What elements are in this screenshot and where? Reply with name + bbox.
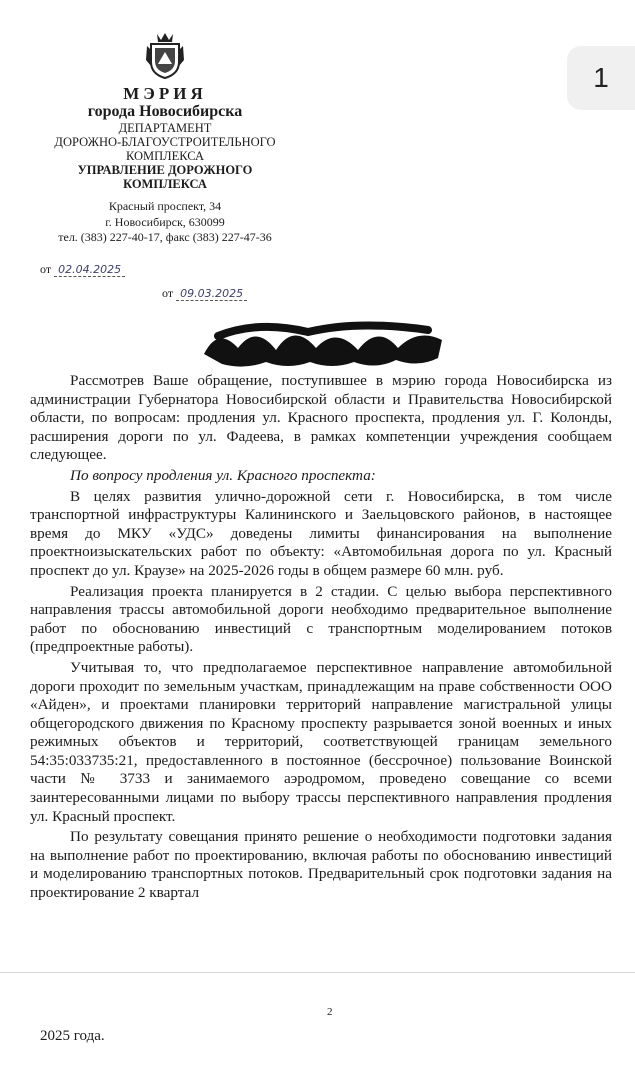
address-block bbox=[30, 199, 300, 246]
section-heading: По вопросу продления ул. Красного проспекта: bbox=[70, 466, 376, 484]
mayor-title: МЭРИЯ bbox=[123, 84, 207, 103]
paragraph: По результату совещания принято решение о необходимости подготовки задания на выполнение работ по проектированию, включая работы по обоснованию инвестиций и моделированию транспортных потоков. Предварительный срок подготовки задания на проектирование 2 квартал bbox=[30, 828, 612, 902]
address-phone: тел. (383) 227-40-17, факс (383) 227-47-36 bbox=[58, 230, 272, 245]
reference-date-line bbox=[162, 286, 247, 301]
outgoing-date-prefix: от bbox=[40, 262, 52, 276]
paragraph: Рассмотрев Ваше обращение, поступившее в мэрию города Новосибирска из администрации Губернатора Новосибирской области и Правительства Новосибирской области, по вопросам: продления ул. Красного проспекта, продления ул. Г. Колонды, расширения дороги по ул. Фадеева, в рамках компетенции учреждения сообщаем следующее. bbox=[30, 372, 612, 464]
paragraph: Реализация проекта планируется в 2 стадии. С целью выбора перспективного направления трассы автомобильной дороги необходимо предварительное выполнение работ по обоснованию инвестиций с транспортным моделированием потоков (предпроектные работы). bbox=[30, 582, 612, 656]
paragraph: Учитывая то, что предполагаемое перспективное направление автомобильной дороги проходит по земельным участкам, принадлежащим на праве собственности ООО «Айден», и проектами планировки территорий направление магистральной улицы общегородского движения по Красному проспекту разрывается зоной военных и иных режимных объектов и территорий, соответствующей границам земельного 54:35:033735:21, предоставленного в постоянное (бессрочное) пользование Воинской части № 3733 и занимаемого аэродромом, проведено совещание со всеми заинтересованными лицами по выбору трассы перспективного направления продления ул. Красный проспект. bbox=[30, 658, 612, 825]
letterhead bbox=[30, 30, 300, 246]
paragraph: В целях развития улично-дорожной сети г. Новосибирска, в том числе транспортной инфраструктуры Калининского и Заельцовского районов, в настоящее время до МКУ «УДС» доведены лимиты финансирования на выполнение проектноизыскательских работ по объекту: «Автомобильная дорога по ул. Красный проспект до ул. Краузе» на 2025-2026 годы в общем размере 60 млн. руб. bbox=[30, 487, 612, 579]
city-name: города Новосибирска bbox=[87, 103, 243, 121]
address-street: Красный проспект, 34 bbox=[108, 198, 222, 213]
outgoing-date-handwritten: 02.04.2025 bbox=[54, 263, 125, 277]
outgoing-date-line bbox=[40, 262, 125, 277]
continued-text: 2025 года. bbox=[40, 1028, 105, 1044]
coat-of-arms-icon bbox=[143, 30, 187, 80]
directorate-line: КОМПЛЕКСА bbox=[123, 176, 207, 191]
address-city: г. Новосибирск, 630099 bbox=[105, 214, 225, 229]
reference-date-handwritten: 09.03.2025 bbox=[176, 287, 247, 301]
department-line: КОМПЛЕКСА bbox=[125, 148, 205, 163]
reference-date-prefix: от bbox=[162, 286, 174, 300]
redaction-scribble bbox=[198, 318, 448, 370]
department-line: ДЕПАРТАМЕНТ bbox=[118, 120, 212, 135]
page-divider bbox=[0, 972, 635, 973]
page-indicator-badge: 1 bbox=[567, 46, 635, 110]
letter-body bbox=[30, 372, 612, 905]
page-number: 2 bbox=[327, 1006, 333, 1018]
directorate-line: УПРАВЛЕНИЕ ДОРОЖНОГО bbox=[77, 162, 253, 177]
department-line: ДОРОЖНО-БЛАГОУСТРОИТЕЛЬНОГО bbox=[54, 134, 276, 149]
